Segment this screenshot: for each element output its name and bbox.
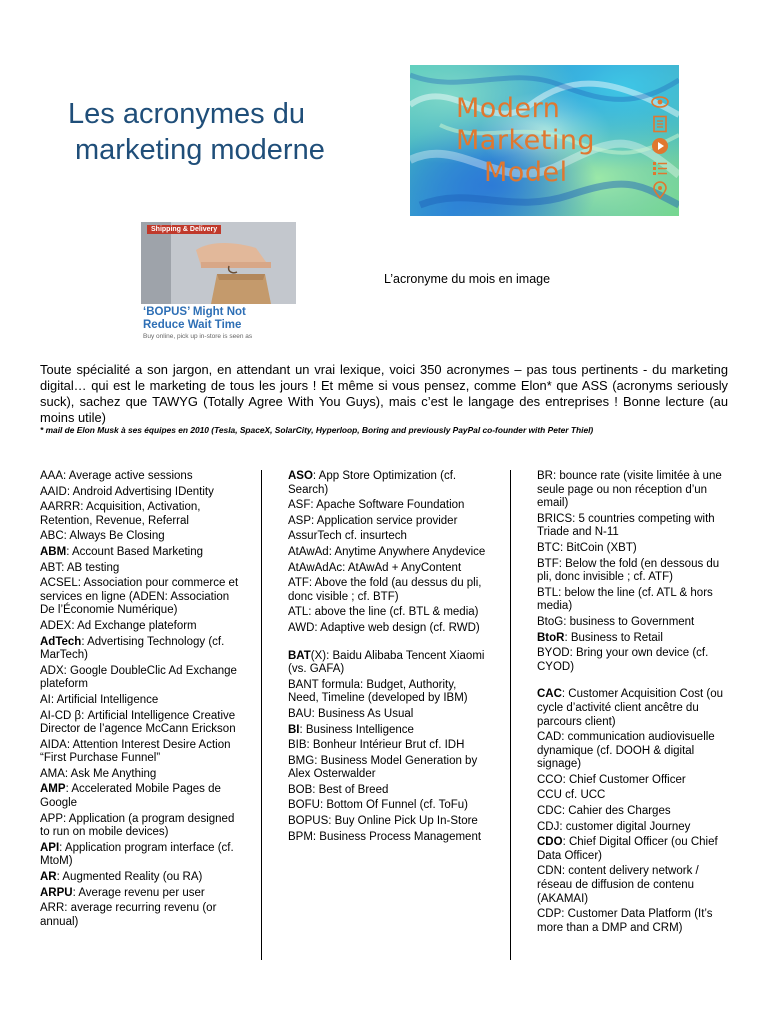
eye-icon [651,93,669,111]
acronym-term: BAT [288,649,311,662]
acronym-definition: : Attention Interest Desire Action “First Purchase Funnel” [40,738,231,765]
acronym-entry [288,606,488,620]
acronym-entry [537,470,735,511]
acronym-term: ACSEL [40,577,78,590]
acronym-entry [40,783,245,810]
acronym-definition: : Business As Usual [311,707,414,720]
acronym-definition: : Buy Online Pick Up In-Store [328,815,478,828]
title-line-1: Les acronymes du [68,98,305,130]
acronym-term: AMP [40,783,66,796]
acronym-entry [537,647,735,674]
acronym-definition: : average recurring revenu (or annual) [40,902,217,928]
acronym-entry [288,499,488,513]
acronym-entry [288,831,488,845]
acronym-definition: : Business Intelligence [299,723,414,736]
play-icon [651,137,669,155]
acronym-term: BRICS [537,512,573,525]
acronym-term: ARR [40,902,65,915]
acronym-entry [537,513,735,540]
acronym-term: BI [288,723,300,736]
acronym-term: BPM [288,830,313,843]
acronym-term: AWD [288,621,315,634]
acronym-definition: : Apache Software Foundation [310,499,465,512]
acronym-entry [288,679,488,706]
acronym-entry [537,616,735,630]
acronym-definition: : Above the fold (au dessus du pli, donc visible ; cf. BTF) [288,577,482,603]
acronym-entry [537,789,735,803]
acronym-entry [40,546,245,560]
acronym-definition: : Average revenu per user [72,886,205,899]
acronym-entry [288,530,488,544]
acronym-definition: : communication audiovisuelle dynamique (cf. DOOH & digital signage) [537,731,715,771]
acronym-entry [537,731,735,772]
acronym-definition: : Bonheur Intérieur Brut cf. IDH [306,739,465,752]
acronym-term: AI [40,693,51,706]
acronym-definition: : Accelerated Mobile Pages de Google [40,783,221,810]
acronym-of-month-caption: L’acronyme du mois en image [384,272,551,286]
acronym-definition: : Google DoubleClic Ad Exchange plateform [40,664,237,691]
acronym-entry [40,620,245,634]
acronym-term: API [40,841,60,854]
acronym-entry [288,784,488,798]
acronym-entry [40,768,245,782]
acronym-term: BOFU [288,799,320,812]
acronym-entry [40,842,245,869]
column-divider [261,470,262,960]
bopus-article-image [141,222,296,342]
acronym-term: AIDA [40,738,67,751]
acronym-definition: formula: Budget, Authority, Need, Timeline (developed by IBM) [288,678,468,705]
acronym-entry [40,887,245,901]
acronym-term: ABM [40,545,67,558]
acronym-column-1 [40,470,245,931]
acronym-definition: : bounce rate (visite limitée à une seule page ou non réception d’un email) [537,470,722,510]
acronym-term: CDC [537,805,562,818]
acronym-definition: : Bring your own device (cf. CYOD) [537,647,709,673]
acronym-definition: : Association pour commerce et services en ligne (ADEN: Association De l’Économie Numérique) [40,577,239,617]
acronym-entry [537,836,735,863]
acronym-definition: : Application (a program designed to run on mobile devices) [40,812,235,839]
acronym-entry [40,562,245,576]
acronym-definition: : Business to Retail [564,631,663,644]
banner-word-modern: Modern [456,93,561,124]
acronym-term: BTF [537,557,559,570]
acronym-definition: : Cahier des Charges [561,805,671,818]
acronym-entry [40,665,245,692]
acronym-entry [288,755,488,782]
acronym-entry [288,562,488,576]
acronym-entry [537,587,735,614]
acronym-entry [40,902,245,929]
acronym-definition: : App Store Optimization (cf. Search) [288,470,457,496]
acronym-entry [40,577,245,618]
acronym-term: CDP [537,908,562,921]
acronym-term: BMG [288,754,315,767]
acronym-term: ADEX [40,619,72,632]
acronym-entry [537,908,735,935]
acronym-term: BOB [288,783,313,796]
acronym-definition: : Anytime Anywhere Anydevice [328,545,486,558]
acronym-term: AssurTech [288,530,342,543]
page-title [68,96,388,168]
acronym-term: AAID [40,485,67,498]
acronym-term: CDO [537,836,563,849]
acronym-term: ATL [288,606,309,619]
acronym-entry [40,486,245,500]
acronym-term: BAU [288,707,312,720]
acronym-term: BYOD [537,647,570,660]
acronym-entry [537,558,735,585]
acronym-entry [537,632,735,646]
acronym-definition: : Best of Breed [312,783,389,796]
footnote: * mail de Elon Musk à ses équipes en 2010 (Tesla, SpaceX, SolarCity, Hyperloop, Boring and previously PayPal co-founder with Peter Thiel) [40,425,594,435]
document-icon [651,115,669,133]
banner-words [456,93,595,189]
banner-word-model: Model [484,157,568,188]
acronym-term: AMA [40,767,65,780]
acronym-definition: : Ask Me Anything [64,767,157,780]
acronym-entry [40,530,245,544]
acronym-term: ABT [40,561,62,574]
acronym-entry [537,805,735,819]
acronym-entry [537,688,735,729]
acronym-definition: : Below the fold (en dessous du pli, donc invisible ; cf. ATF) [537,557,720,584]
acronym-entry [40,813,245,840]
acronym-definition: : 5 countries competing with Triade and N-11 [537,512,715,539]
acronym-term: AI-CD β [40,709,82,722]
acronym-entry [288,799,488,813]
shopping-bag-photo [141,222,296,304]
location-pin-icon [651,181,669,199]
acronym-term: CDJ [537,820,560,833]
acronym-definition: : Account Based Marketing [66,545,204,558]
bopus-category-tag: Shipping & Delivery [147,225,221,234]
acronym-definition: : below the line (cf. ATL & hors media) [537,586,713,613]
acronym-term: ABC [40,530,64,543]
acronym-entry [537,865,735,906]
acronym-definition: : Bottom Of Funnel (cf. ToFu) [319,799,469,812]
acronym-definition: : Android Advertising IDentity [66,485,214,498]
acronym-entry [288,650,488,677]
acronym-entry [288,724,488,738]
acronym-term: BTC [537,541,560,554]
acronym-entry [40,501,245,528]
acronym-definition: : Business Model Generation by Alex Osterwalder [288,754,478,781]
acronym-term: APP [40,812,64,825]
acronym-entry [288,708,488,722]
acronym-entry [537,542,735,556]
acronym-entry [288,546,488,560]
acronym-definition: : Customer Acquisition Cost (ou cycle d’activité client ancêtre du parcours client) [537,688,723,728]
acronym-definition: cf. UCC [561,789,606,802]
acronym-term: BOPUS [288,815,329,828]
acronym-definition: : Average active sessions [63,470,193,482]
acronym-term: ADX [40,664,64,677]
bopus-headline [143,306,246,332]
acronym-entry [537,774,735,788]
list-icon [651,159,669,177]
acronym-entry [288,577,488,604]
acronym-definition: : Application program interface (cf. MtoM) [40,841,234,868]
acronym-term: BANT [288,678,319,691]
acronym-term: AR [40,871,57,884]
acronym-definition: : Business Process Management [312,830,482,843]
acronym-term: ATF [288,577,309,590]
acronym-term: AARRR [40,501,81,514]
bopus-subline: Buy online, pick up in-store is seen as [143,333,253,340]
acronym-definition: : Chief Digital Officer (ou Chief Data Officer) [537,836,718,862]
acronym-term: CCU [537,789,562,802]
acronym-term: BR [537,470,553,482]
acronym-definition: : customer digital Journey [559,820,691,833]
acronym-definition: (X): Baidu Alibaba Tencent Xiaomi (vs. GAFA) [288,649,485,676]
acronym-definition: : Adaptive web design (cf. RWD) [314,621,480,634]
acronym-term: CDN [537,865,562,878]
acronym-entry [40,470,245,484]
acronym-term: AAA [40,470,64,482]
column-divider [510,470,511,960]
acronym-entry [40,636,245,663]
acronym-definition: : BitCoin (XBT) [560,541,637,554]
acronym-definition: : Application service provider [311,514,458,527]
acronym-definition: : Chief Customer Officer [562,773,686,786]
acronym-entry [288,470,488,497]
bopus-headline-line-2: Reduce Wait Time [143,319,242,331]
acronym-column-2 [288,470,488,846]
acronym-term: ASF [288,499,311,512]
acronym-definition: : Advertising Technology (cf. MarTech) [40,635,225,662]
acronym-definition: : Customer Data Platform (It’s more than a DMP and CRM) [537,908,713,934]
acronym-definition: : content delivery network / réseau de diffusion de contenu (AKAMAI) [537,865,699,905]
acronym-entry [40,739,245,766]
acronym-term: ASP [288,514,312,527]
acronym-entry [40,871,245,885]
banner-icons [651,93,673,203]
acronym-definition: : AB testing [61,561,120,574]
acronym-term: BTL [537,586,559,599]
acronym-term: BtoG [537,615,564,628]
acronym-term: AtAwAdAc [288,561,343,574]
acronym-term: ASO [288,470,313,482]
acronym-entry [40,710,245,737]
acronym-entry [40,694,245,708]
acronym-entry [288,739,488,753]
acronym-definition: : Acquisition, Activation, Retention, Revenue, Referral [40,501,201,527]
intro-paragraph: Toute spécialité a son jargon, en attendant un vrai lexique, voici 350 acronymes – pas tous pertinents - du marketing digital… qui est le marketing de tous les jours ! Et même si vous pensez, comme Elon* que ASS (acronyms seriously suck), sachez que TAWYG (Totally Agree With You Guys), mais c’est le langage des entreprises ! Bonne lecture (au moins utile) [40,362,728,425]
acronym-definition: : Augmented Reality (ou RA) [56,871,203,884]
acronym-term: ARPU [40,886,73,899]
acronym-definition: : Artificial Intelligence [50,693,159,706]
title-line-2: marketing moderne [75,134,325,166]
acronym-definition: : AtAwAd + AnyContent [342,561,462,574]
acronym-term: CAC [537,688,562,701]
acronym-definition: : above the line (cf. BTL & media) [308,606,479,619]
acronym-term: AtAwAd [288,545,329,558]
acronym-column-3 [537,470,735,937]
acronym-definition: : Ad Exchange plateform [71,619,197,632]
acronym-definition: : business to Government [563,615,695,628]
banner-word-marketing: Marketing [456,125,596,156]
acronym-entry [288,622,488,636]
acronym-term: BtoR [537,631,565,644]
acronym-term: BIB [288,739,307,752]
acronym-definition: : Always Be Closing [63,530,165,543]
acronym-entry [288,815,488,829]
acronym-term: CCO [537,773,563,786]
acronym-entry [288,515,488,529]
acronym-definition: cf. insurtech [341,530,407,543]
modern-marketing-model-banner [410,65,679,216]
acronym-term: CAD [537,731,562,744]
acronym-term: AdTech [40,635,82,648]
bopus-headline-line-1: ‘BOPUS’ Might Not [143,306,246,318]
acronym-entry [537,821,735,835]
acronym-definition: : Artificial Intelligence Creative Director de l’agence McCann Erickson [40,709,236,736]
